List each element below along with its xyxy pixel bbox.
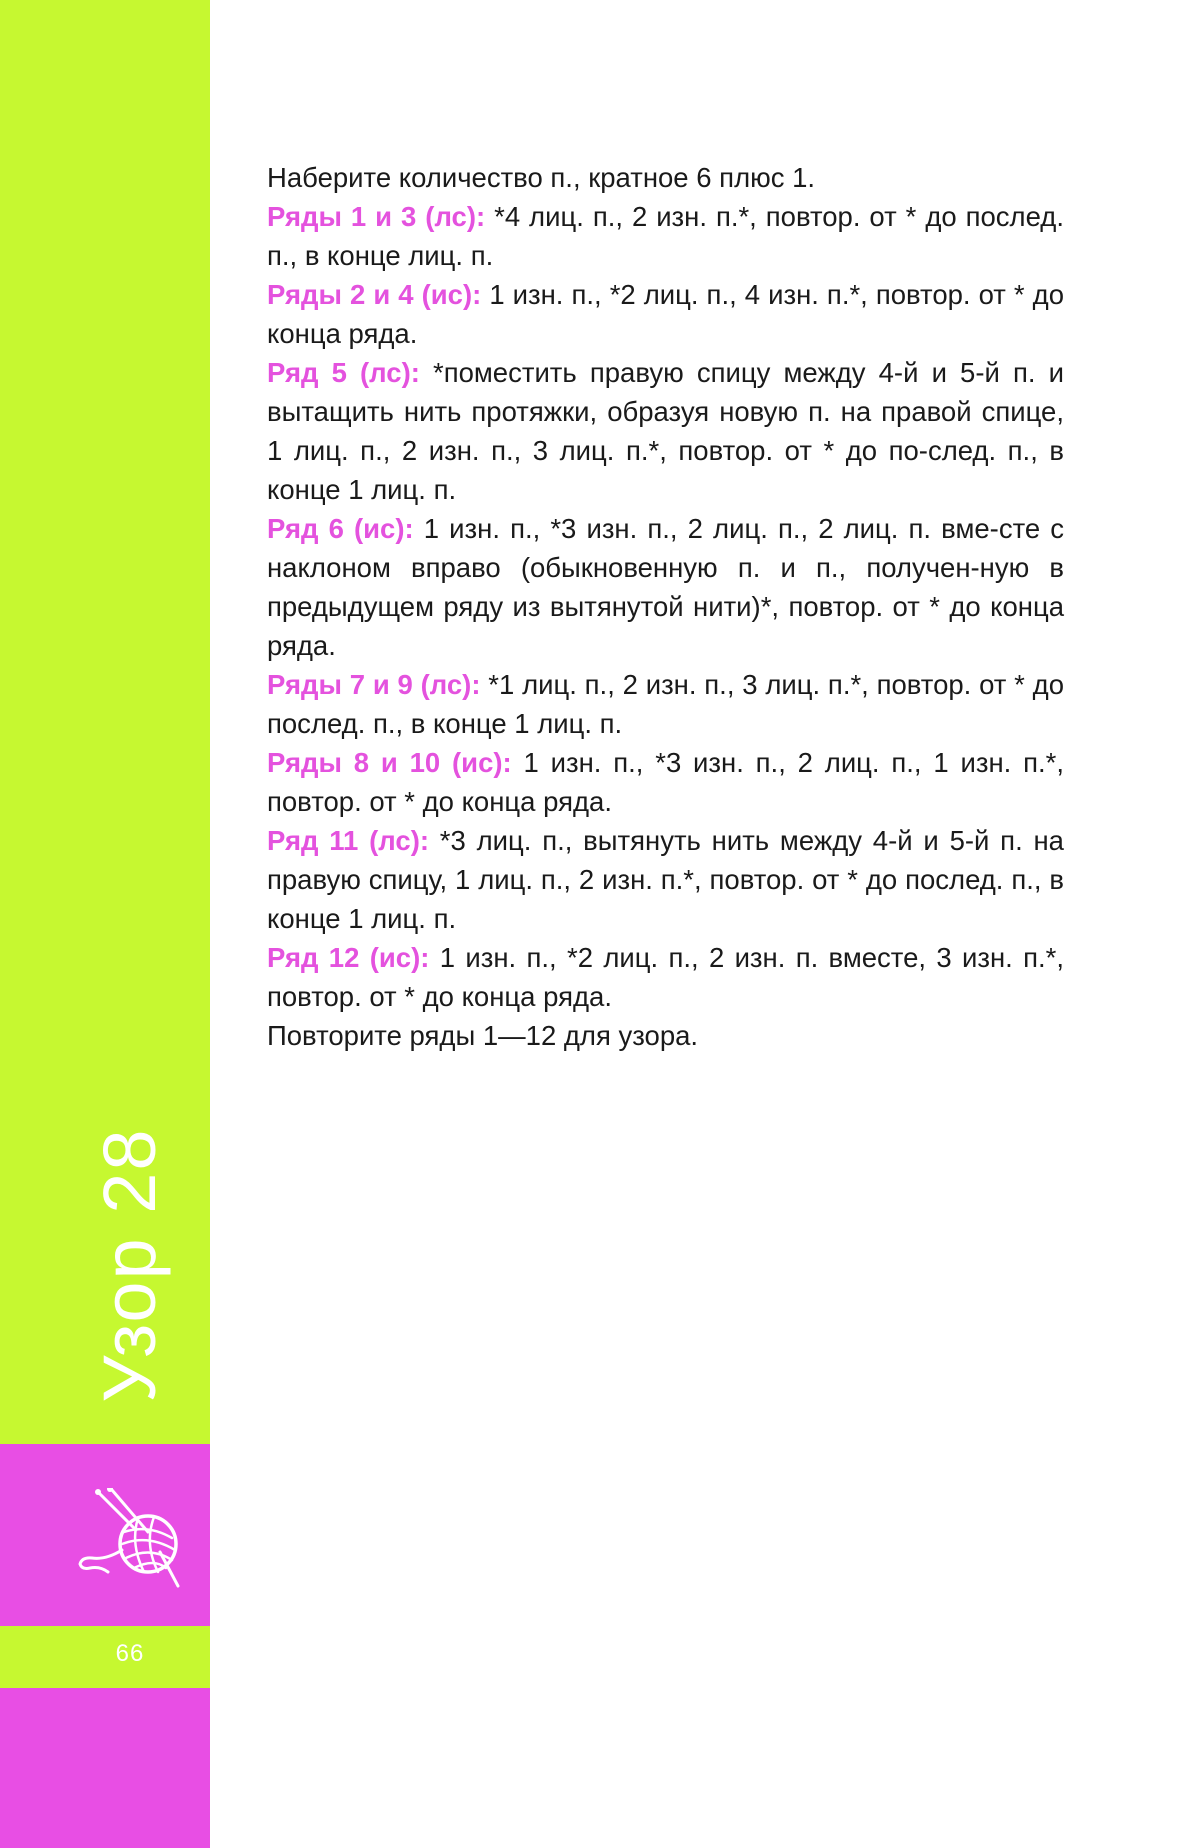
pattern-row	[267, 197, 1064, 275]
section-title: Узор 28	[88, 1127, 171, 1403]
row-text: 1 изн. п., *2 лиц. п., 4 изн. п.*, повтор. от * до конца ряда.	[267, 279, 1064, 349]
outro-line: Повторите ряды 1—12 для узора.	[267, 1020, 699, 1051]
pattern-row	[267, 665, 1064, 743]
row-text: 1 изн. п., *3 изн. п., 2 лиц. п., 2 лиц. п. вме-сте с наклоном вправо (обыкновенную п. и п., получен-ную в предыдущем ряду из вытянутой нити)*, повтор. от * до конца ряда.	[267, 513, 1065, 661]
pattern-row	[267, 353, 1064, 509]
row-text: *4 лиц. п., 2 изн. п.*, повтор. от * до послед. п., в конце лиц. п.	[267, 201, 1064, 271]
row-label: Ряд 12 (ис):	[267, 942, 430, 973]
intro-line: Наберите количество п., кратное 6 плюс 1.	[267, 162, 816, 193]
yarn-ball-needles-icon	[78, 1488, 190, 1590]
row-text: *1 лиц. п., 2 изн. п., 3 лиц. п.*, повтор. от * до послед. п., в конце 1 лиц. п.	[267, 669, 1064, 739]
row-text: 1 изн. п., *2 лиц. п., 2 изн. п. вместе, 3 изн. п.*, повтор. от * до конца ряда.	[267, 942, 1064, 1012]
pattern-row	[267, 509, 1064, 665]
pattern-row	[267, 821, 1064, 938]
row-label: Ряды 1 и 3 (лс):	[267, 201, 486, 232]
sidebar-bottom-band	[0, 1688, 210, 1848]
row-label: Ряды 7 и 9 (лс):	[267, 669, 481, 700]
page-number: 66	[115, 1640, 145, 1667]
row-text: 1 изн. п., *3 изн. п., 2 лиц. п., 1 изн. п.*, повтор. от * до конца ряда.	[267, 747, 1064, 817]
pattern-instructions	[267, 158, 1064, 1055]
row-label: Ряд 11 (лс):	[267, 825, 430, 856]
row-label: Ряды 8 и 10 (ис):	[267, 747, 512, 778]
row-label: Ряд 5 (лс):	[267, 357, 420, 388]
row-label: Ряд 6 (ис):	[267, 513, 414, 544]
row-text: *поместить правую спицу между 4-й и 5-й п. и вытащить нить протяжки, образуя новую п. на правой спице, 1 лиц. п., 2 изн. п., 3 лиц. п.*, повтор. от * до по-след. п., в конце 1 лиц. п.	[267, 357, 1064, 505]
row-label: Ряды 2 и 4 (ис):	[267, 279, 482, 310]
pattern-row	[267, 275, 1064, 353]
row-text: *3 лиц. п., вытянуть нить между 4-й и 5-й п. на правую спицу, 1 лиц. п., 2 изн. п.*, повтор. от * до послед. п., в конце 1 лиц. п.	[267, 825, 1064, 934]
sidebar	[0, 0, 210, 1848]
pattern-row	[267, 938, 1064, 1016]
pattern-row	[267, 743, 1064, 821]
